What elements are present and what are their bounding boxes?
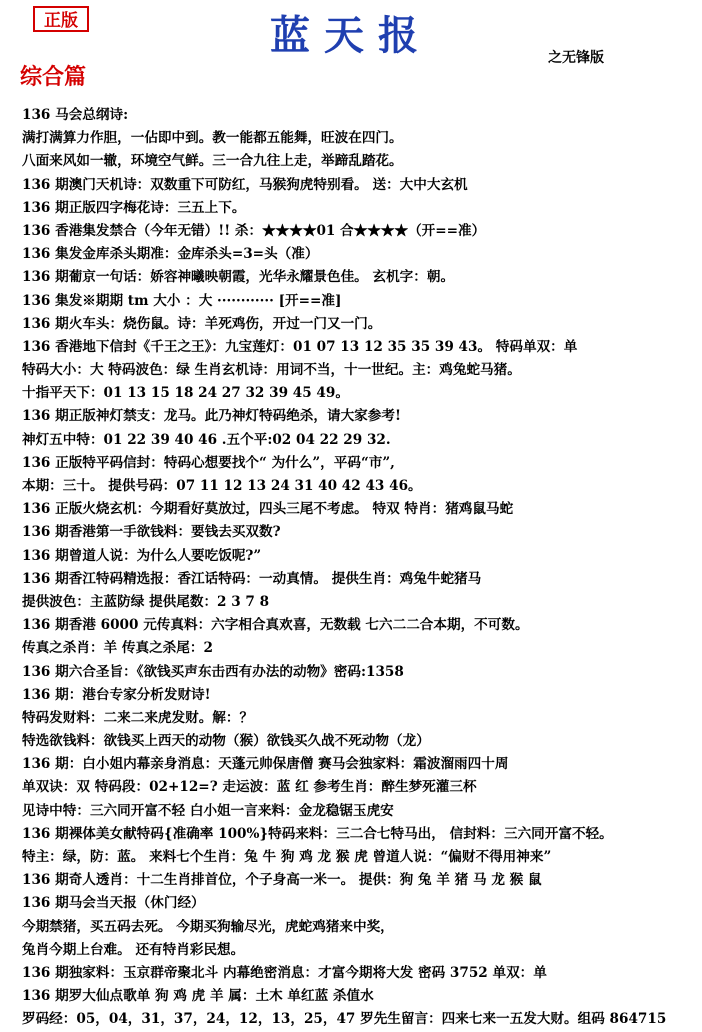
text-line: 136 期：港台专家分析发财诗!: [22, 686, 211, 703]
text-line: 136 正版火烧玄机：今期看好莫放过，四头三尾不考虑。 特双 特肖：猪鸡鼠马蛇: [22, 501, 514, 518]
text-line: 136 马会总纲诗:: [22, 107, 129, 123]
text-line: 136 期：白小姐内幕亲身消息：天蓬元帅保唐僧 赛马会独家料：霜波溜雨四十周: [22, 756, 509, 773]
section-title: 综合篇: [20, 64, 87, 90]
text-line: 136 期火车头：烧伤鼠。诗：羊死鸡伤，开过一门又一门。: [22, 315, 382, 332]
text-line: 136 集发金库杀头期准：金库杀头=3=头（准）: [22, 246, 319, 263]
text-line: 提供波色：主蓝防绿 提供尾数：2 3 7 8: [22, 593, 270, 610]
text-line: 136 香港集发禁合（今年无错）!! 杀：★★★★01 合★★★★（开==准）: [22, 222, 486, 239]
text-line: 今期禁猪，买五码去死。 今期买狗输尽光，虎蛇鸡猪来中奖，: [22, 918, 394, 935]
text-line: 136 期曾道人说：为什么人要吃饭呢?”: [22, 547, 262, 564]
text-line: 136 期香江特码精选报：香江话特码：一动真情。 提供生肖：鸡兔牛蛇猪马: [22, 570, 482, 587]
genuine-edition-badge: 正版: [33, 6, 89, 32]
text-line: 见诗中特：三六同开富不轻 白小姐一言来料：金龙稳锯玉虎安: [22, 802, 394, 819]
text-line: 特主：绿，防：蓝。 来料七个生肖：兔 牛 狗 鸡 龙 猴 虎 曾道人说：“偏财不得用神来”: [22, 849, 552, 865]
text-line: 136 期马会当天报（休门经）: [22, 895, 205, 912]
text-line: 136 期正版四字梅花诗：三五上下。: [22, 199, 246, 216]
text-line: 136 集发※期期 tm 大小 ：大 ············ [开==准]: [22, 292, 342, 309]
text-line: 136 期香港第一手欲钱料：要钱去买双数?: [22, 524, 281, 541]
text-line: 特码发财料：二来二来虎发财。解：？: [22, 709, 254, 726]
content-lines: [22, 104, 694, 1032]
text-line: 136 期独家料：玉京群帝聚北斗 内幕绝密消息：才富今期将大发 密码 3752 单双：单: [22, 964, 547, 981]
text-line: 兔肖今期上台难。 还有特肖彩民想。: [22, 941, 245, 958]
newspaper-title: 蓝天报: [270, 12, 432, 59]
text-line: 136 期奇人透肖：十二生肖排首位，个子身高一米一。 提供：狗 兔 羊 猪 马 龙 猴 鼠: [22, 872, 542, 889]
text-line: 满打满算力作胆，一佔即中到。教一能都五能舞，旺波在四门。: [22, 130, 403, 147]
text-line: 单双诀：双 特码段：02+12=? 走运波：蓝 红 参考生肖：醉生梦死灌三杯: [22, 779, 477, 796]
text-line: 136 期裸体美女献特码{准确率 100%}特码来料：三二合七特马出， 信封料：三六同开富不轻。: [22, 825, 613, 842]
text-line: 136 期香港 6000 元传真料：六字相合真欢喜，无数载 七六二二合本期，不可数。: [22, 617, 529, 634]
text-line: 136 正版特平码信封：特码心想要找个“ 为什么”，平码“市”,: [22, 454, 395, 471]
text-line: 十指平天下：01 13 15 18 24 27 32 39 45 49。: [22, 385, 349, 402]
text-line: 136 香港地下信封《千王之王》：九宝莲灯：01 07 13 12 35 35 39 43。 特码单双：单: [22, 338, 578, 355]
text-line: 136 期正版神灯禁支：龙马。此乃神灯特码绝杀，请大家参考!: [22, 408, 401, 425]
text-line: 特码大小：大 特码波色：绿 生肖玄机诗：用词不当，十一世纪。主：鸡兔蛇马猪。: [22, 362, 521, 379]
edition-label: 之无锋版: [548, 50, 604, 66]
text-line: 136 期六合圣旨：《欲钱买声东击西有办法的动物》密码:1358: [22, 663, 404, 680]
text-line: 八面来风如一辙，环境空气鲜。三一合九往上走，举蹄乱踏花。: [22, 153, 403, 170]
text-line: 神灯五中特：01 22 39 40 46 .五个平:02 04 22 29 32.: [22, 431, 391, 448]
text-line: 罗码经：05，04，31，37，24，12，13，25，47 罗先生留言：四来七来一五发大财。组码 864715: [22, 1011, 667, 1028]
text-line: 本期：三十。 提供号码：07 11 12 13 24 31 40 42 43 46。: [22, 478, 422, 494]
text-line: 传真之杀肖：羊 传真之杀尾：2: [22, 640, 213, 657]
text-line: 136 期澳门天机诗：双数重下可防红，马猴狗虎特别看。 送：大中大玄机: [22, 176, 468, 193]
text-line: 136 期葡京一句话：娇容神曦映朝霞，光华永耀景色佳。 玄机字：朝。: [22, 269, 455, 286]
text-line: 136 期罗大仙点歌单 狗 鸡 虎 羊 属：土木 单红蓝 杀值水: [22, 988, 374, 1005]
text-line: 特选欲钱料：欲钱买上西天的动物（猴）欲钱买久战不死动物（龙）: [22, 733, 430, 750]
